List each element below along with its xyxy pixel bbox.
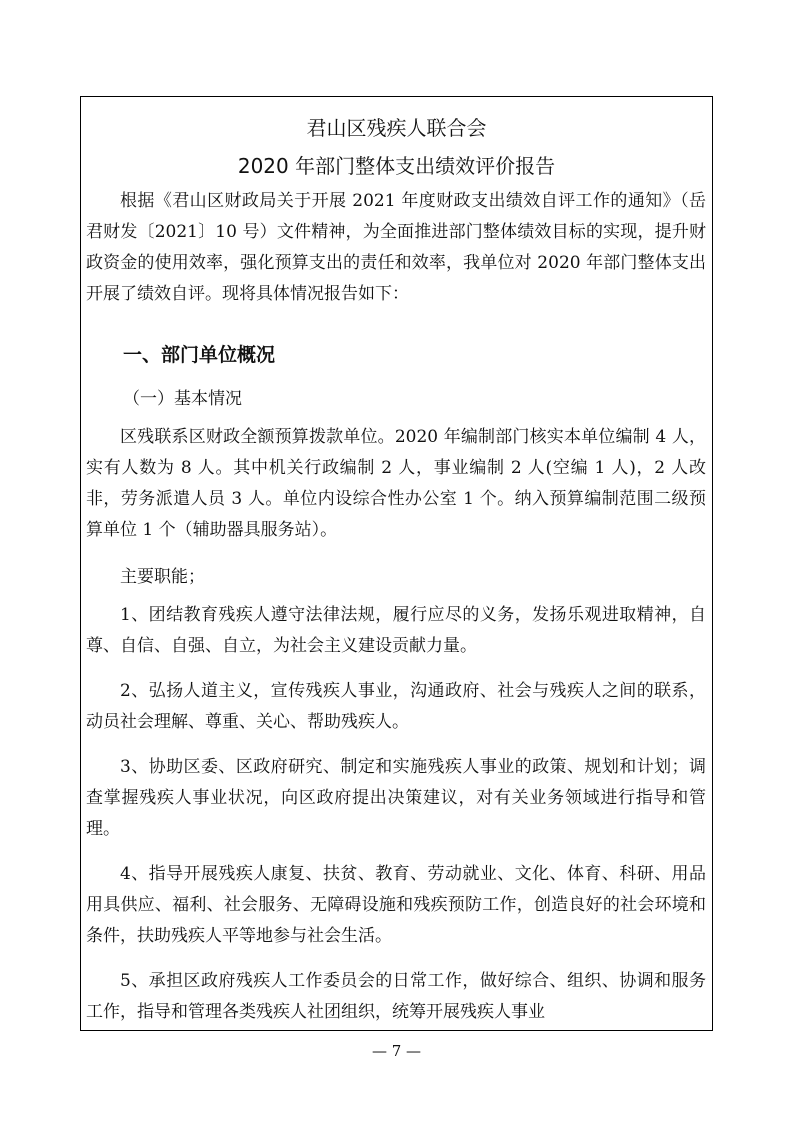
duties-label: 主要职能； bbox=[120, 567, 205, 587]
intro-paragraph: 根据《君山区财政局关于开展 2021 年度财政支出绩效自评工作的通知》（岳君财发〔2021〕10 号）文件精神，为全面推进部门整体绩效目标的实现，提升财政资金的使用效率，强化预算支出的责任和效率，我单位对 2020 年部门整体支出开展了绩效自评。现将具体情况报告如下： bbox=[86, 191, 706, 304]
duty-item-5: 5、承担区政府残疾人工作委员会的日常工作，做好综合、组织、协调和服务工作，指导和管理各类残疾人社团组织，统筹开展残疾人事业 bbox=[86, 971, 706, 1022]
duty-item-2: 2、弘扬人道主义，宣传残疾人事业，沟通政府、社会与残疾人之间的联系，动员社会理解、尊重、关心、帮助残疾人。 bbox=[86, 681, 706, 732]
duty-item-1: 1、团结教育残疾人遵守法律法规，履行应尽的义务，发扬乐观进取精神，自尊、自信、自强、自立，为社会主义建设贡献力量。 bbox=[86, 605, 706, 656]
duty-item-4: 4、指导开展残疾人康复、扶贫、教育、劳动就业、文化、体育、科研、用品用具供应、福利、社会服务、无障碍设施和残疾预防工作，创造良好的社会环境和条件，扶助残疾人平等地参与社会生活。 bbox=[86, 864, 706, 946]
basic-info-paragraph: 区残联系区财政全额预算拨款单位。2020 年编制部门核实本单位编制 4 人，实有人数为 8 人。其中机关行政编制 2 人，事业编制 2 人(空编 1 人)，2 人改非，劳务派遣人员 3 人。单位内设综合性办公室 1 个。纳入预算编制范围二级预算单位 1 个（辅助器具服务站）。 bbox=[86, 427, 706, 540]
page-number: — 7 — bbox=[371, 1042, 422, 1060]
subsection-heading-basic-info: （一）基本情况 bbox=[123, 389, 242, 409]
report-title: 2020 年部门整体支出绩效评价报告 bbox=[237, 154, 556, 178]
org-title: 君山区残疾人联合会 bbox=[306, 116, 487, 140]
duty-item-3: 3、协助区委、区政府研究、制定和实施残疾人事业的政策、规划和计划；调查掌握残疾人事业状况，向区政府提出决策建议，对有关业务领域进行指导和管理。 bbox=[86, 757, 706, 839]
section-heading-overview: 一、部门单位概况 bbox=[123, 344, 276, 366]
